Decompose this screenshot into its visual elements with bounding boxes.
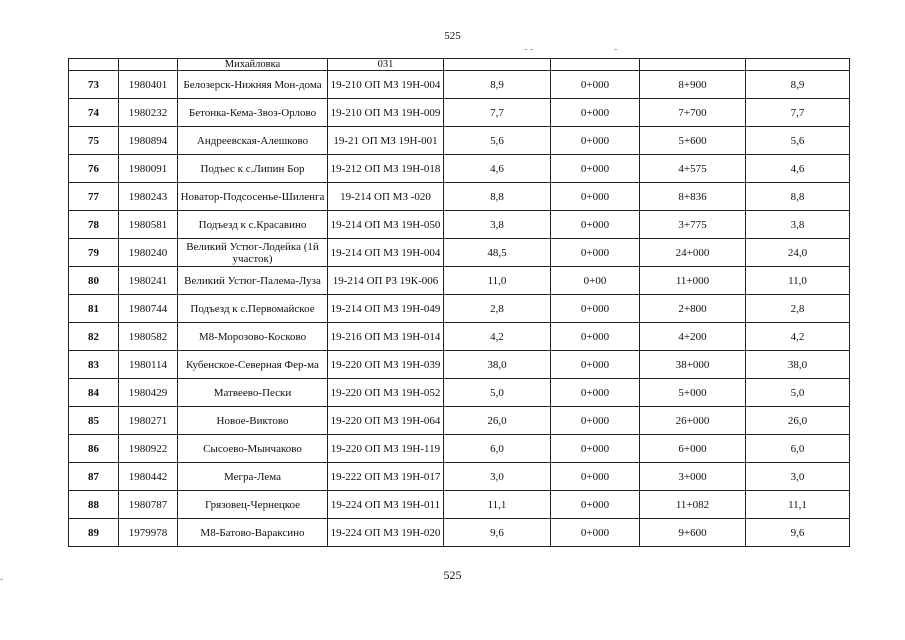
end-km: 26+000 bbox=[640, 407, 746, 435]
road-id: 1980429 bbox=[119, 379, 178, 407]
road-name: Подъес к с.Липин Бор bbox=[178, 155, 328, 183]
table-row bbox=[69, 71, 850, 99]
road-name: Кубенское-Северная Фер-ма bbox=[178, 351, 328, 379]
table-cell bbox=[69, 59, 119, 71]
end-km: 11+082 bbox=[640, 491, 746, 519]
start-km: 0+000 bbox=[551, 323, 640, 351]
road-id: 1980442 bbox=[119, 463, 178, 491]
road-name: Грязовец-Чернецкое bbox=[178, 491, 328, 519]
end-km: 6+000 bbox=[640, 435, 746, 463]
road-length: 48,5 bbox=[444, 239, 551, 267]
total-length: 8,9 bbox=[746, 71, 850, 99]
road-code: 19-220 ОП МЗ 19Н-039 bbox=[328, 351, 444, 379]
row-number: 73 bbox=[69, 71, 119, 99]
end-km: 4+200 bbox=[640, 323, 746, 351]
row-number: 87 bbox=[69, 463, 119, 491]
row-number: 79 bbox=[69, 239, 119, 267]
end-km: 3+000 bbox=[640, 463, 746, 491]
table-row bbox=[69, 99, 850, 127]
road-code: 19-220 ОП МЗ 19Н-119 bbox=[328, 435, 444, 463]
page-number-top: 525 bbox=[444, 30, 461, 42]
road-id: 1980241 bbox=[119, 267, 178, 295]
road-length: 3,8 bbox=[444, 211, 551, 239]
roads-table bbox=[68, 58, 850, 547]
road-length: 5,0 bbox=[444, 379, 551, 407]
total-length: 5,0 bbox=[746, 379, 850, 407]
start-km: 0+000 bbox=[551, 99, 640, 127]
total-length: 4,2 bbox=[746, 323, 850, 351]
start-km: 0+000 bbox=[551, 127, 640, 155]
start-km: 0+000 bbox=[551, 379, 640, 407]
road-id: 1980744 bbox=[119, 295, 178, 323]
total-length: 5,6 bbox=[746, 127, 850, 155]
scan-mark: - bbox=[0, 574, 4, 585]
end-km: 8+900 bbox=[640, 71, 746, 99]
start-km: 0+000 bbox=[551, 491, 640, 519]
road-code: 19-220 ОП МЗ 19Н-052 bbox=[328, 379, 444, 407]
total-length: 8,8 bbox=[746, 183, 850, 211]
total-length: 2,8 bbox=[746, 295, 850, 323]
table-cell bbox=[640, 59, 746, 71]
roads-table-body bbox=[69, 59, 850, 547]
header-row-code: 031 bbox=[328, 59, 444, 71]
start-km: 0+000 bbox=[551, 435, 640, 463]
table-cell bbox=[119, 59, 178, 71]
road-id: 1980401 bbox=[119, 71, 178, 99]
table-row bbox=[69, 351, 850, 379]
road-id: 1980582 bbox=[119, 323, 178, 351]
start-km: 0+000 bbox=[551, 71, 640, 99]
road-name: Великий Устюг-Лодейка (1й участок) bbox=[178, 239, 328, 267]
road-id: 1980922 bbox=[119, 435, 178, 463]
road-code: 19-214 ОП МЗ 19Н-004 bbox=[328, 239, 444, 267]
road-name: Подъезд к с.Первомайское bbox=[178, 295, 328, 323]
row-number: 86 bbox=[69, 435, 119, 463]
row-number: 84 bbox=[69, 379, 119, 407]
road-name: Новое-Виктово bbox=[178, 407, 328, 435]
row-number: 82 bbox=[69, 323, 119, 351]
road-length: 9,6 bbox=[444, 519, 551, 547]
road-id: 1980243 bbox=[119, 183, 178, 211]
end-km: 8+836 bbox=[640, 183, 746, 211]
table-row bbox=[69, 435, 850, 463]
road-name: М8-Морозово-Косково bbox=[178, 323, 328, 351]
page-number-bottom: 525 bbox=[443, 568, 462, 582]
road-name: Подъезд к с.Красавино bbox=[178, 211, 328, 239]
road-code: 19-220 ОП МЗ 19Н-064 bbox=[328, 407, 444, 435]
row-number: 85 bbox=[69, 407, 119, 435]
table-row bbox=[69, 59, 850, 71]
table-row bbox=[69, 267, 850, 295]
road-name: Сысоево-Мынчаково bbox=[178, 435, 328, 463]
start-km: 0+000 bbox=[551, 463, 640, 491]
total-length: 9,6 bbox=[746, 519, 850, 547]
end-km: 7+700 bbox=[640, 99, 746, 127]
road-id: 1979978 bbox=[119, 519, 178, 547]
table-row bbox=[69, 155, 850, 183]
total-length: 11,0 bbox=[746, 267, 850, 295]
road-id: 1980114 bbox=[119, 351, 178, 379]
table-row bbox=[69, 295, 850, 323]
end-km: 5+000 bbox=[640, 379, 746, 407]
end-km: 2+800 bbox=[640, 295, 746, 323]
row-number: 77 bbox=[69, 183, 119, 211]
header-row-name: Михайловка bbox=[178, 59, 328, 71]
total-length: 38,0 bbox=[746, 351, 850, 379]
row-number: 88 bbox=[69, 491, 119, 519]
table-cell bbox=[551, 59, 640, 71]
end-km: 5+600 bbox=[640, 127, 746, 155]
road-length: 8,9 bbox=[444, 71, 551, 99]
table-row bbox=[69, 211, 850, 239]
road-id: 1980581 bbox=[119, 211, 178, 239]
row-number: 81 bbox=[69, 295, 119, 323]
end-km: 4+575 bbox=[640, 155, 746, 183]
road-id: 1980091 bbox=[119, 155, 178, 183]
start-km: 0+000 bbox=[551, 239, 640, 267]
road-name: Белозерск-Нижняя Мон-дома bbox=[178, 71, 328, 99]
table-row bbox=[69, 127, 850, 155]
road-code: 19-214 ОП МЗ 19Н-050 bbox=[328, 211, 444, 239]
road-id: 1980240 bbox=[119, 239, 178, 267]
start-km: 0+000 bbox=[551, 295, 640, 323]
road-code: 19-212 ОП МЗ 19Н-018 bbox=[328, 155, 444, 183]
start-km: 0+000 bbox=[551, 183, 640, 211]
table-cell bbox=[746, 59, 850, 71]
row-number: 76 bbox=[69, 155, 119, 183]
road-id: 1980894 bbox=[119, 127, 178, 155]
road-length: 38,0 bbox=[444, 351, 551, 379]
road-code: 19-216 ОП МЗ 19Н-014 bbox=[328, 323, 444, 351]
start-km: 0+00 bbox=[551, 267, 640, 295]
road-id: 1980271 bbox=[119, 407, 178, 435]
road-code: 19-214 ОП МЗ 19Н-049 bbox=[328, 295, 444, 323]
row-number: 89 bbox=[69, 519, 119, 547]
road-length: 6,0 bbox=[444, 435, 551, 463]
road-name: Новатор-Подсосенье-Шиленга bbox=[178, 183, 328, 211]
road-length: 26,0 bbox=[444, 407, 551, 435]
road-code: 19-210 ОП МЗ 19Н-009 bbox=[328, 99, 444, 127]
road-code: 19-224 ОП МЗ 19Н-011 bbox=[328, 491, 444, 519]
road-id: 1980232 bbox=[119, 99, 178, 127]
total-length: 6,0 bbox=[746, 435, 850, 463]
start-km: 0+000 bbox=[551, 519, 640, 547]
total-length: 11,1 bbox=[746, 491, 850, 519]
end-km: 24+000 bbox=[640, 239, 746, 267]
total-length: 26,0 bbox=[746, 407, 850, 435]
road-length: 11,0 bbox=[444, 267, 551, 295]
total-length: 7,7 bbox=[746, 99, 850, 127]
road-code: 19-210 ОП МЗ 19Н-004 bbox=[328, 71, 444, 99]
start-km: 0+000 bbox=[551, 155, 640, 183]
road-length: 4,2 bbox=[444, 323, 551, 351]
table-cell bbox=[444, 59, 551, 71]
total-length: 24,0 bbox=[746, 239, 850, 267]
table-row bbox=[69, 463, 850, 491]
road-name: М8-Батово-Вараксино bbox=[178, 519, 328, 547]
row-number: 78 bbox=[69, 211, 119, 239]
row-number: 75 bbox=[69, 127, 119, 155]
total-length: 3,0 bbox=[746, 463, 850, 491]
scan-mark: - bbox=[614, 44, 618, 55]
road-code: 19-214 ОП МЗ -020 bbox=[328, 183, 444, 211]
road-length: 3,0 bbox=[444, 463, 551, 491]
start-km: 0+000 bbox=[551, 211, 640, 239]
road-length: 5,6 bbox=[444, 127, 551, 155]
table-row bbox=[69, 183, 850, 211]
road-name: Великий Устюг-Палема-Луза bbox=[178, 267, 328, 295]
road-length: 8,8 bbox=[444, 183, 551, 211]
road-code: 19-222 ОП МЗ 19Н-017 bbox=[328, 463, 444, 491]
road-id: 1980787 bbox=[119, 491, 178, 519]
end-km: 9+600 bbox=[640, 519, 746, 547]
road-length: 2,8 bbox=[444, 295, 551, 323]
table-row bbox=[69, 491, 850, 519]
road-name: Бетонка-Кема-Звоз-Орлово bbox=[178, 99, 328, 127]
total-length: 3,8 bbox=[746, 211, 850, 239]
road-code: 19-21 ОП МЗ 19Н-001 bbox=[328, 127, 444, 155]
road-name: Андреевская-Алешково bbox=[178, 127, 328, 155]
road-length: 11,1 bbox=[444, 491, 551, 519]
row-number: 74 bbox=[69, 99, 119, 127]
table-row bbox=[69, 239, 850, 267]
end-km: 38+000 bbox=[640, 351, 746, 379]
row-number: 80 bbox=[69, 267, 119, 295]
road-code: 19-214 ОП РЗ 19К-006 bbox=[328, 267, 444, 295]
total-length: 4,6 bbox=[746, 155, 850, 183]
start-km: 0+000 bbox=[551, 407, 640, 435]
end-km: 11+000 bbox=[640, 267, 746, 295]
end-km: 3+775 bbox=[640, 211, 746, 239]
road-length: 4,6 bbox=[444, 155, 551, 183]
road-name: Мегра-Лема bbox=[178, 463, 328, 491]
road-length: 7,7 bbox=[444, 99, 551, 127]
table-row bbox=[69, 379, 850, 407]
scan-mark: - - bbox=[524, 44, 534, 55]
road-code: 19-224 ОП МЗ 19Н-020 bbox=[328, 519, 444, 547]
start-km: 0+000 bbox=[551, 351, 640, 379]
road-name: Матвеево-Пески bbox=[178, 379, 328, 407]
row-number: 83 bbox=[69, 351, 119, 379]
table-row bbox=[69, 407, 850, 435]
table-row bbox=[69, 323, 850, 351]
table-row bbox=[69, 519, 850, 547]
